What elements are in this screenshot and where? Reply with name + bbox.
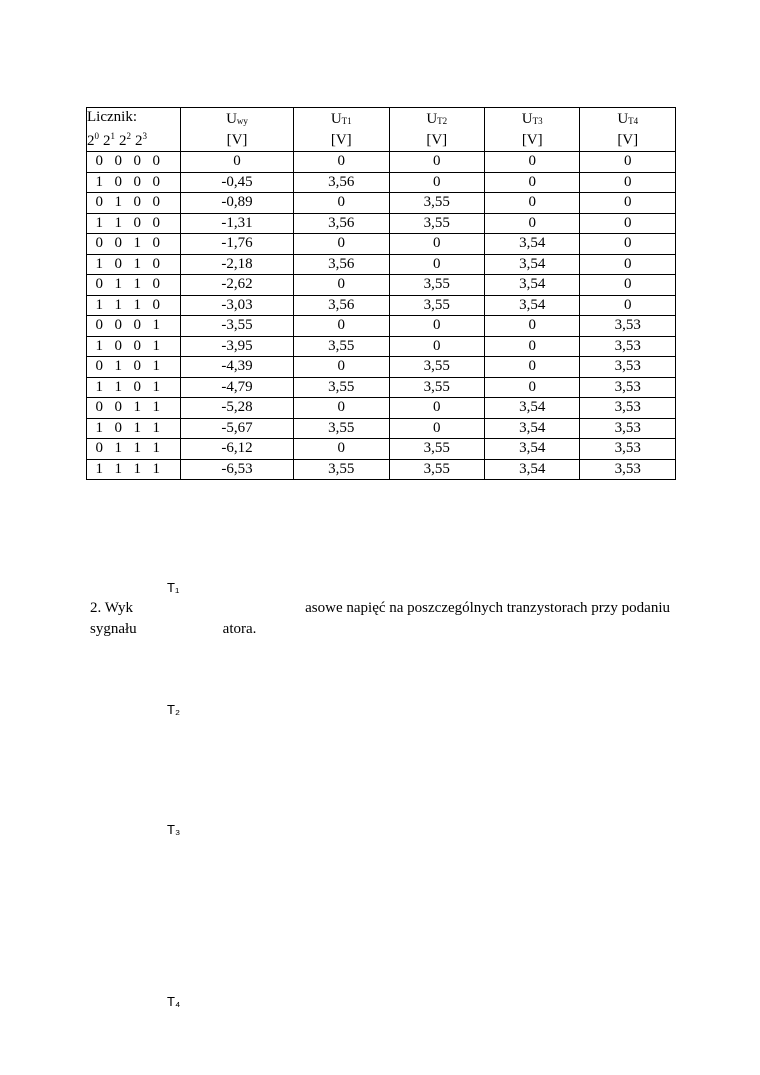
voltage-cell: 0 <box>580 254 676 275</box>
transistor-label-t2: T₂ <box>167 702 180 717</box>
voltage-cell: 0 <box>181 152 294 173</box>
voltage-cell: 3,56 <box>294 172 389 193</box>
counter-bit-header: $2^1$ <box>103 131 115 149</box>
measurement-table <box>86 107 676 480</box>
voltage-cell: -3,95 <box>181 336 294 357</box>
table-row <box>87 172 676 193</box>
voltage-cell: 0 <box>484 213 579 234</box>
voltage-cell: 0 <box>389 152 484 173</box>
voltage-cell: 0 <box>580 275 676 296</box>
table-row <box>87 377 676 398</box>
voltage-cell: 0 <box>484 193 579 214</box>
voltage-cell: 3,53 <box>580 439 676 460</box>
paragraph-line-2-end: atora. <box>222 621 257 637</box>
voltage-cell: -6,53 <box>181 459 294 480</box>
voltage-cell: 3,53 <box>580 418 676 439</box>
voltage-cell: 0 <box>294 193 389 214</box>
table-row <box>87 234 676 255</box>
voltage-cell: 0 <box>389 316 484 337</box>
column-header: UT2 [V] <box>389 108 484 152</box>
voltage-cell: 0 <box>294 152 389 173</box>
voltage-cell: -0,89 <box>181 193 294 214</box>
table-row <box>87 418 676 439</box>
voltage-cell: 0 <box>294 439 389 460</box>
column-header: UT3 [V] <box>484 108 579 152</box>
counter-state-cell: 0 0 0 0 <box>87 152 181 173</box>
voltage-cell: 3,55 <box>389 295 484 316</box>
voltage-cell: 3,53 <box>580 459 676 480</box>
table-row <box>87 459 676 480</box>
voltage-cell: 0 <box>294 234 389 255</box>
voltage-cell: 3,54 <box>484 275 579 296</box>
voltage-cell: 3,55 <box>389 357 484 378</box>
voltage-cell: 3,56 <box>294 295 389 316</box>
counter-state-cell: 0 1 0 0 <box>87 193 181 214</box>
voltage-cell: -3,03 <box>181 295 294 316</box>
voltage-cell: 3,54 <box>484 439 579 460</box>
section-2-paragraph <box>90 598 670 640</box>
voltage-cell: 3,55 <box>389 459 484 480</box>
voltage-cell: 0 <box>484 316 579 337</box>
counter-state-cell: 1 0 0 1 <box>87 336 181 357</box>
voltage-cell: 3,55 <box>389 439 484 460</box>
voltage-cell: 0 <box>580 213 676 234</box>
voltage-cell: 3,54 <box>484 254 579 275</box>
transistor-label-t3: T₃ <box>167 822 181 837</box>
voltage-cell: 0 <box>484 336 579 357</box>
counter-state-cell: 0 0 1 0 <box>87 234 181 255</box>
counter-bit-header: $2^0$ <box>87 131 99 149</box>
table-row <box>87 439 676 460</box>
voltage-cell: -1,76 <box>181 234 294 255</box>
voltage-cell: -1,31 <box>181 213 294 234</box>
voltage-cell: 3,54 <box>484 459 579 480</box>
voltage-cell: 3,53 <box>580 377 676 398</box>
table-row <box>87 213 676 234</box>
voltage-cell: 0 <box>294 357 389 378</box>
voltage-cell: 3,55 <box>389 275 484 296</box>
voltage-cell: 0 <box>580 193 676 214</box>
table-row <box>87 357 676 378</box>
counter-label: Licznik: <box>87 109 137 125</box>
paragraph-line-2 <box>90 619 670 640</box>
transistor-label-t4: T₄ <box>167 994 181 1009</box>
voltage-cell: 3,54 <box>484 418 579 439</box>
voltage-cell: 3,54 <box>484 398 579 419</box>
voltage-cell: 0 <box>389 398 484 419</box>
paragraph-line-1 <box>90 598 670 619</box>
voltage-cell: -3,55 <box>181 316 294 337</box>
counter-bit-header: $2^2$ <box>119 131 131 149</box>
table-row <box>87 398 676 419</box>
counter-state-cell: 1 1 0 1 <box>87 377 181 398</box>
paragraph-line-1-end: asowe napięć na poszczególnych tranzystorach przy podaniu <box>305 600 670 616</box>
voltage-cell: -6,12 <box>181 439 294 460</box>
voltage-cell: 3,55 <box>389 377 484 398</box>
table-row <box>87 316 676 337</box>
voltage-cell: 3,55 <box>294 336 389 357</box>
counter-state-cell: 1 1 1 1 <box>87 459 181 480</box>
voltage-cell: 3,56 <box>294 254 389 275</box>
voltage-cell: -2,62 <box>181 275 294 296</box>
counter-state-cell: 0 1 0 1 <box>87 357 181 378</box>
voltage-cell: -5,28 <box>181 398 294 419</box>
voltage-cell: 0 <box>484 172 579 193</box>
voltage-cell: 0 <box>580 172 676 193</box>
voltage-cell: 0 <box>294 316 389 337</box>
voltage-cell: 0 <box>580 295 676 316</box>
paragraph-line-2-start: sygnału <box>90 621 137 637</box>
voltage-cell: 3,55 <box>389 213 484 234</box>
counter-state-cell: 0 1 1 1 <box>87 439 181 460</box>
voltage-cell: 0 <box>294 398 389 419</box>
counter-state-cell: 1 1 1 0 <box>87 295 181 316</box>
voltage-cell: 3,55 <box>294 377 389 398</box>
table-row <box>87 336 676 357</box>
voltage-cell: 3,53 <box>580 336 676 357</box>
voltage-cell: 3,53 <box>580 357 676 378</box>
voltage-cell: -4,79 <box>181 377 294 398</box>
voltage-cell: 3,55 <box>294 418 389 439</box>
table-row <box>87 152 676 173</box>
paragraph-line-1-start: 2. Wyk <box>90 600 133 616</box>
counter-bit-header: $2^3$ <box>135 131 147 149</box>
counter-state-cell: 1 1 0 0 <box>87 213 181 234</box>
voltage-cell: 3,55 <box>294 459 389 480</box>
voltage-cell: 3,54 <box>484 295 579 316</box>
transistor-label-t1: T₁ <box>167 580 180 595</box>
counter-state-cell: 1 0 1 0 <box>87 254 181 275</box>
table-row <box>87 193 676 214</box>
counter-header <box>87 108 181 152</box>
table-header-row <box>87 108 676 152</box>
voltage-cell: 0 <box>389 234 484 255</box>
column-header: UT4 [V] <box>580 108 676 152</box>
counter-state-cell: 0 0 0 1 <box>87 316 181 337</box>
counter-state-cell: 1 0 0 0 <box>87 172 181 193</box>
voltage-cell: 0 <box>484 357 579 378</box>
voltage-cell: 3,56 <box>294 213 389 234</box>
voltage-cell: -0,45 <box>181 172 294 193</box>
voltage-cell: 3,53 <box>580 398 676 419</box>
counter-state-cell: 0 1 1 0 <box>87 275 181 296</box>
column-header: Uwy [V] <box>181 108 294 152</box>
voltage-cell: 3,53 <box>580 316 676 337</box>
counter-bits-header <box>87 127 180 151</box>
table-row <box>87 295 676 316</box>
table-body <box>87 152 676 480</box>
voltage-cell: 0 <box>389 172 484 193</box>
voltage-cell: 0 <box>389 418 484 439</box>
voltage-cell: 0 <box>389 336 484 357</box>
table-row <box>87 275 676 296</box>
voltage-cell: 0 <box>484 152 579 173</box>
voltage-cell: 3,55 <box>389 193 484 214</box>
column-header: UT1 [V] <box>294 108 389 152</box>
counter-state-cell: 1 0 1 1 <box>87 418 181 439</box>
voltage-cell: -4,39 <box>181 357 294 378</box>
voltage-cell: 0 <box>484 377 579 398</box>
counter-state-cell: 0 0 1 1 <box>87 398 181 419</box>
voltage-cell: 0 <box>580 152 676 173</box>
voltage-cell: -5,67 <box>181 418 294 439</box>
voltage-cell: 0 <box>580 234 676 255</box>
table-row <box>87 254 676 275</box>
voltage-cell: 0 <box>294 275 389 296</box>
voltage-cell: -2,18 <box>181 254 294 275</box>
voltage-cell: 3,54 <box>484 234 579 255</box>
voltage-cell: 0 <box>389 254 484 275</box>
